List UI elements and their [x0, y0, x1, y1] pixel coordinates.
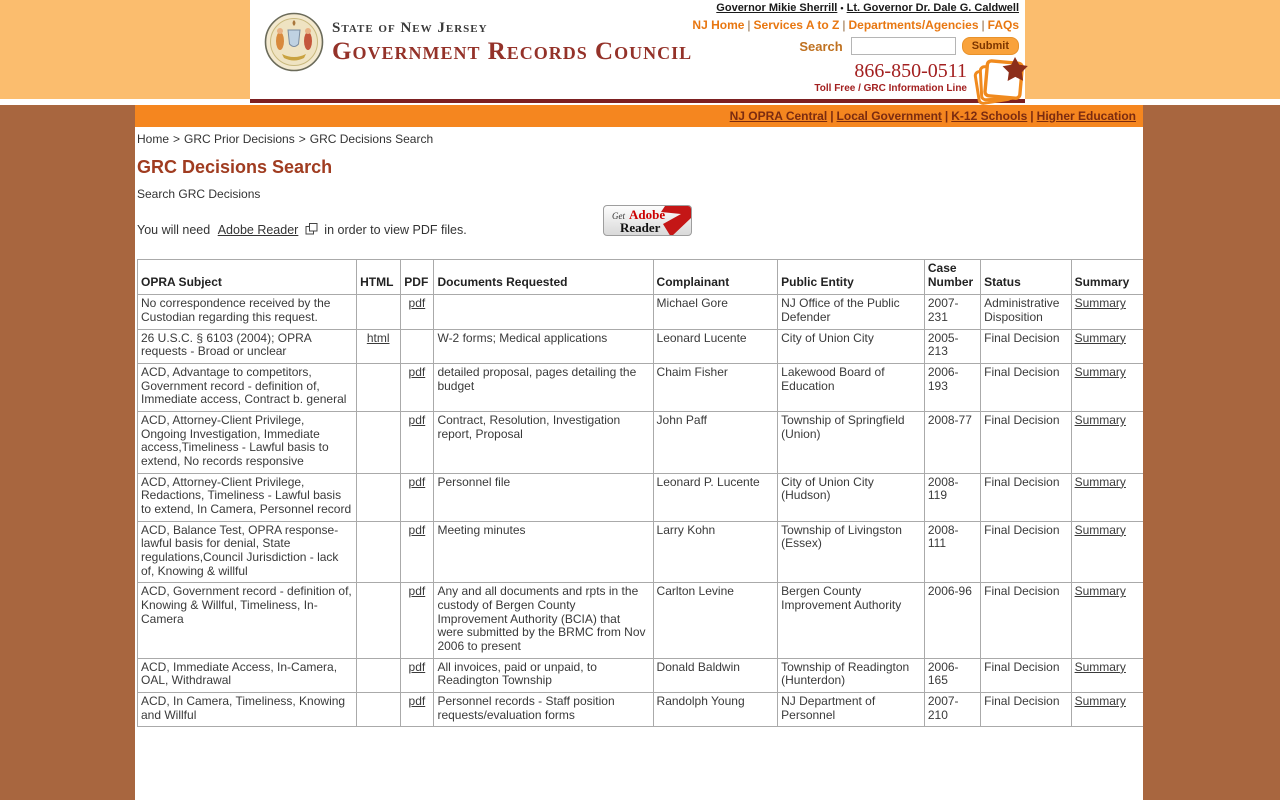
cell-status: Final Decision — [981, 658, 1071, 692]
breadcrumb — [137, 132, 1143, 146]
badge-adobe-label: Adobe — [629, 207, 666, 222]
cell-html — [357, 473, 401, 521]
cell-status: Administrative Disposition — [981, 295, 1071, 329]
badge-get-label: Get — [612, 211, 625, 221]
cell-entity: Township of Springfield (Union) — [778, 412, 925, 474]
cell-pdf — [401, 473, 434, 521]
table-row — [138, 693, 1144, 727]
cell-complainant: Donald Baldwin — [653, 658, 778, 692]
summary-link[interactable]: Summary — [1074, 296, 1126, 311]
cell-summary — [1071, 329, 1143, 363]
cell-documents: All invoices, paid or unpaid, to Readington Township — [434, 658, 653, 692]
nav-separator: | — [1030, 109, 1034, 123]
cell-html — [357, 295, 401, 329]
phone-block — [814, 60, 967, 94]
cell-html — [357, 693, 401, 727]
table-row — [138, 473, 1144, 521]
col-status: Status — [981, 260, 1071, 295]
col-opra-subject: OPRA Subject — [138, 260, 357, 295]
governor-line — [692, 2, 1019, 14]
nav-k12-schools[interactable]: K-12 Schools — [951, 109, 1028, 123]
search-input[interactable] — [851, 37, 956, 55]
nj-state-seal-icon — [264, 12, 324, 72]
summary-link[interactable]: Summary — [1074, 659, 1126, 674]
cell-case-number: 2008-111 — [924, 521, 980, 583]
adobe-note-post: in order to view PDF files. — [324, 223, 467, 237]
page-title: GRC Decisions Search — [137, 157, 333, 177]
link-separator: | — [981, 18, 985, 32]
cell-case-number: 2006-165 — [924, 658, 980, 692]
adobe-note-pre: You will need — [137, 223, 211, 237]
cell-html — [357, 329, 401, 363]
summary-link[interactable]: Summary — [1074, 474, 1126, 489]
cell-documents: detailed proposal, pages detailing the budget — [434, 364, 653, 412]
col-documents-requested: Documents Requested — [434, 260, 653, 295]
brand-block — [332, 20, 692, 66]
cell-opra-subject: ACD, Attorney-Client Privilege, Ongoing Investigation, Immediate access,Timeliness - Lawful basis to extend, No records responsive — [138, 412, 357, 474]
nav-nj-opra-central[interactable]: NJ OPRA Central — [729, 109, 828, 123]
cell-complainant: Randolph Young — [653, 693, 778, 727]
nav-higher-education[interactable]: Higher Education — [1036, 109, 1136, 123]
summary-link[interactable]: Summary — [1074, 584, 1126, 599]
nav-separator: | — [830, 109, 834, 123]
nj-home-link[interactable]: NJ Home — [692, 18, 745, 32]
cell-pdf — [401, 658, 434, 692]
table-row — [138, 295, 1144, 329]
cell-case-number: 2007-210 — [924, 693, 980, 727]
cell-case-number: 2008-77 — [924, 412, 980, 474]
faqs-link[interactable]: FAQs — [987, 18, 1019, 32]
cell-pdf — [401, 329, 434, 363]
state-top-links — [692, 18, 1019, 32]
cell-documents — [434, 295, 653, 329]
cell-status: Final Decision — [981, 364, 1071, 412]
cell-status: Final Decision — [981, 521, 1071, 583]
site-header — [250, 0, 1025, 103]
cell-summary — [1071, 658, 1143, 692]
breadcrumb-current: GRC Decisions Search — [309, 132, 434, 146]
cell-pdf — [401, 693, 434, 727]
pdf-link[interactable]: pdf — [408, 584, 426, 599]
governor-link[interactable]: Governor Mikie Sherrill — [716, 2, 838, 14]
col-html: HTML — [357, 260, 401, 295]
cell-entity: NJ Department of Personnel — [778, 693, 925, 727]
cell-summary — [1071, 521, 1143, 583]
summary-link[interactable]: Summary — [1074, 413, 1126, 428]
cell-opra-subject: ACD, Attorney-Client Privilege, Redactions, Timeliness - Lawful basis to extend, In Camera, Personnel record — [138, 473, 357, 521]
brand-state-line: State of New Jersey — [332, 20, 488, 36]
cell-summary — [1071, 295, 1143, 329]
cell-entity: Bergen County Improvement Authority — [778, 583, 925, 658]
cell-entity: Township of Livingston (Essex) — [778, 521, 925, 583]
decisions-table — [137, 259, 1143, 727]
pdf-link[interactable]: pdf — [408, 694, 426, 709]
cell-pdf — [401, 521, 434, 583]
cell-opra-subject: No correspondence received by the Custodian regarding this request. — [138, 295, 357, 329]
search-submit-button[interactable]: Submit — [962, 37, 1019, 55]
table-header-row — [138, 260, 1144, 295]
cell-entity: Lakewood Board of Education — [778, 364, 925, 412]
phone-caption: Toll Free / GRC Information Line — [814, 83, 967, 94]
cell-documents: Meeting minutes — [434, 521, 653, 583]
cell-entity: City of Union City (Hudson) — [778, 473, 925, 521]
breadcrumb-prior-decisions[interactable]: GRC Prior Decisions — [184, 132, 295, 146]
pdf-link[interactable]: pdf — [408, 413, 426, 428]
breadcrumb-separator: > — [173, 132, 181, 146]
cell-opra-subject: ACD, Balance Test, OPRA response-lawful basis for denial, State regulations,Council Jurisdiction - lack of, Knowing & willful — [138, 521, 357, 583]
cell-pdf — [401, 583, 434, 658]
cell-complainant: Leonard P. Lucente — [653, 473, 778, 521]
cell-html — [357, 412, 401, 474]
pdf-link[interactable]: pdf — [408, 296, 426, 311]
cell-documents: W-2 forms; Medical applications — [434, 329, 653, 363]
table-row — [138, 583, 1144, 658]
col-case-number: Case Number — [924, 260, 980, 295]
cell-opra-subject: ACD, Government record - definition of, Knowing & Willful, Timeliness, In-Camera — [138, 583, 357, 658]
cell-case-number: 2006-96 — [924, 583, 980, 658]
page-subtitle: Search GRC Decisions — [137, 187, 261, 201]
cell-complainant: Michael Gore — [653, 295, 778, 329]
cell-status: Final Decision — [981, 473, 1071, 521]
pdf-link[interactable]: pdf — [408, 659, 426, 674]
cell-pdf — [401, 295, 434, 329]
nav-local-government[interactable]: Local Government — [836, 109, 942, 123]
badge-reader-label: Reader — [620, 220, 661, 235]
services-a-to-z-link[interactable]: Services A to Z — [753, 18, 840, 32]
cell-pdf — [401, 364, 434, 412]
col-summary: Summary — [1071, 260, 1143, 295]
search-row — [692, 37, 1019, 55]
cell-status: Final Decision — [981, 583, 1071, 658]
summary-link[interactable]: Summary — [1074, 694, 1126, 709]
link-separator: | — [842, 18, 846, 32]
html-link[interactable]: html — [366, 330, 390, 345]
cell-status: Final Decision — [981, 329, 1071, 363]
brand-agency-line: Government Records Council — [332, 38, 693, 65]
governor-separator: • — [840, 3, 844, 13]
cell-summary — [1071, 583, 1143, 658]
cell-summary — [1071, 364, 1143, 412]
adobe-reader-link[interactable]: Adobe Reader — [217, 223, 299, 237]
pdf-link[interactable]: pdf — [408, 522, 426, 537]
cell-html — [357, 521, 401, 583]
cell-opra-subject: ACD, Advantage to competitors, Government record - definition of, Immediate access, Contract b. general — [138, 364, 357, 412]
col-pdf: PDF — [401, 260, 434, 295]
table-row — [138, 521, 1144, 583]
cell-pdf — [401, 412, 434, 474]
table-row — [138, 658, 1144, 692]
cell-entity: NJ Office of the Public Defender — [778, 295, 925, 329]
main-content — [135, 127, 1143, 800]
departments-agencies-link[interactable]: Departments/Agencies — [848, 18, 979, 32]
external-link-icon — [305, 223, 318, 235]
cell-case-number: 2005-213 — [924, 329, 980, 363]
header-right-block — [692, 2, 1019, 55]
table-row — [138, 364, 1144, 412]
adobe-swoosh-icon — [657, 206, 691, 236]
get-adobe-reader-badge[interactable] — [603, 205, 692, 236]
cell-complainant: Chaim Fisher — [653, 364, 778, 412]
cell-status: Final Decision — [981, 693, 1071, 727]
grc-documents-star-icon — [973, 55, 1029, 109]
cell-complainant: Carlton Levine — [653, 583, 778, 658]
cell-html — [357, 658, 401, 692]
cell-summary — [1071, 473, 1143, 521]
col-public-entity: Public Entity — [778, 260, 925, 295]
cell-complainant: Leonard Lucente — [653, 329, 778, 363]
cell-html — [357, 583, 401, 658]
cell-entity: City of Union City — [778, 329, 925, 363]
cell-opra-subject: 26 U.S.C. § 6103 (2004); OPRA requests - Broad or unclear — [138, 329, 357, 363]
cell-case-number: 2007-231 — [924, 295, 980, 329]
cell-complainant: Larry Kohn — [653, 521, 778, 583]
lt-governor-link[interactable]: Lt. Governor Dr. Dale G. Caldwell — [846, 2, 1019, 14]
cell-summary — [1071, 693, 1143, 727]
col-complainant: Complainant — [653, 260, 778, 295]
cell-documents: Personnel records - Staff position requests/evaluation forms — [434, 693, 653, 727]
cell-summary — [1071, 412, 1143, 474]
cell-documents: Any and all documents and rpts in the custody of Bergen County Improvement Authority (BCIA) that were submitted by the BRMC from Nov 2006 to present — [434, 583, 653, 658]
cell-case-number: 2006-193 — [924, 364, 980, 412]
cell-status: Final Decision — [981, 412, 1071, 474]
nav-separator: | — [944, 109, 949, 123]
breadcrumb-home[interactable]: Home — [137, 132, 170, 146]
table-row — [138, 329, 1144, 363]
phone-number: 866-850-0511 — [854, 60, 967, 82]
cell-case-number: 2008-119 — [924, 473, 980, 521]
cell-documents: Personnel file — [434, 473, 653, 521]
search-label: Search — [799, 38, 843, 54]
summary-link[interactable]: Summary — [1074, 365, 1126, 380]
pdf-link[interactable]: pdf — [408, 474, 426, 489]
summary-link[interactable]: Summary — [1074, 522, 1126, 537]
link-separator: | — [747, 18, 751, 32]
table-row — [138, 412, 1144, 474]
summary-link[interactable]: Summary — [1074, 330, 1126, 345]
cell-entity: Township of Readington (Hunterdon) — [778, 658, 925, 692]
cell-complainant: John Paff — [653, 412, 778, 474]
cell-html — [357, 364, 401, 412]
cell-documents: Contract, Resolution, Investigation report, Proposal — [434, 412, 653, 474]
breadcrumb-separator: > — [298, 132, 306, 146]
pdf-link[interactable]: pdf — [408, 365, 426, 380]
cell-opra-subject: ACD, Immediate Access, In-Camera, OAL, Withdrawal — [138, 658, 357, 692]
cell-opra-subject: ACD, In Camera, Timeliness, Knowing and Willful — [138, 693, 357, 727]
